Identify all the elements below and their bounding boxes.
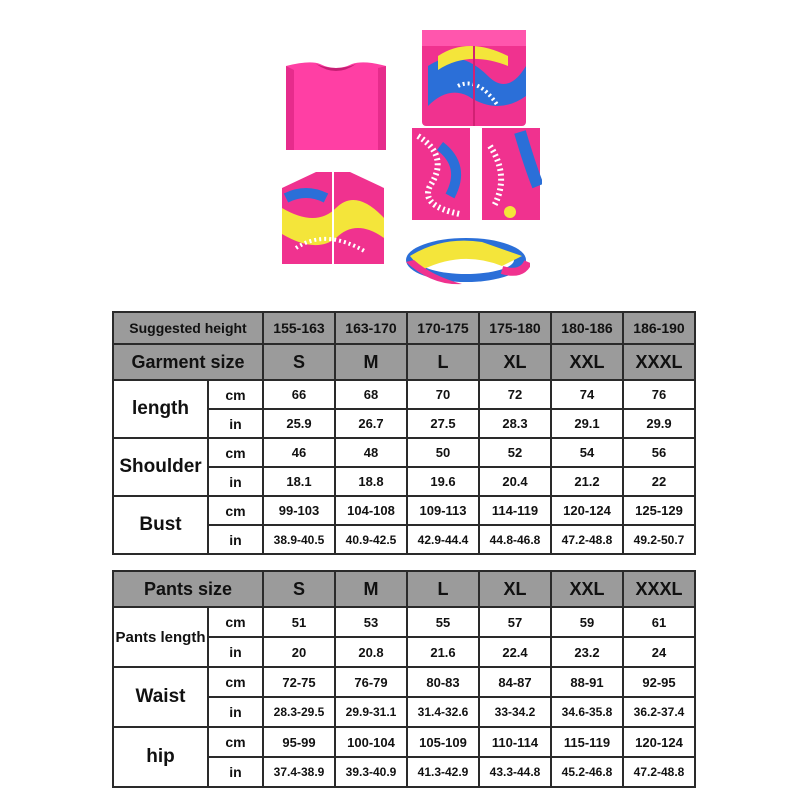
table-row bbox=[113, 380, 695, 409]
table-row bbox=[113, 667, 695, 697]
table-cell: 22.4 bbox=[479, 637, 551, 667]
table-cell: 55 bbox=[407, 607, 479, 637]
table-cell: 105-109 bbox=[407, 727, 479, 757]
table-cell: 52 bbox=[479, 438, 551, 467]
table-cell: 28.3-29.5 bbox=[263, 697, 335, 727]
table-row bbox=[113, 727, 695, 757]
table-cell: 68 bbox=[335, 380, 407, 409]
size-cell: S bbox=[263, 344, 335, 380]
size-cell: XL bbox=[479, 344, 551, 380]
pants-size-label: Pants size bbox=[113, 571, 263, 607]
table-cell: 47.2-48.8 bbox=[551, 525, 623, 554]
pants-size-table bbox=[112, 570, 696, 788]
size-cell: XXXL bbox=[623, 571, 695, 607]
table-cell: 36.2-37.4 bbox=[623, 697, 695, 727]
table-cell: 100-104 bbox=[335, 727, 407, 757]
garment-size-row bbox=[113, 344, 695, 380]
table-cell: 57 bbox=[479, 607, 551, 637]
product-photos bbox=[270, 18, 560, 298]
sleeve-left-image bbox=[410, 126, 472, 222]
shoulder-label: Shoulder bbox=[113, 438, 208, 496]
table-cell: 41.3-42.9 bbox=[407, 757, 479, 787]
unit-cm: cm bbox=[208, 380, 263, 409]
table-cell: 72-75 bbox=[263, 667, 335, 697]
table-cell: 47.2-48.8 bbox=[623, 757, 695, 787]
table-cell: 84-87 bbox=[479, 667, 551, 697]
table-cell: 42.9-44.4 bbox=[407, 525, 479, 554]
t-shirt-image bbox=[280, 60, 392, 154]
unit-cm: cm bbox=[208, 496, 263, 525]
table-cell: 95-99 bbox=[263, 727, 335, 757]
length-label: length bbox=[113, 380, 208, 438]
table-cell: 48 bbox=[335, 438, 407, 467]
table-cell: 20 bbox=[263, 637, 335, 667]
table-cell: 44.8-46.8 bbox=[479, 525, 551, 554]
bust-label: Bust bbox=[113, 496, 208, 554]
unit-cm: cm bbox=[208, 727, 263, 757]
size-cell: S bbox=[263, 571, 335, 607]
height-cell: 186-190 bbox=[623, 312, 695, 344]
table-cell: 88-91 bbox=[551, 667, 623, 697]
unit-cm: cm bbox=[208, 607, 263, 637]
unit-cm: cm bbox=[208, 438, 263, 467]
table-cell: 38.9-40.5 bbox=[263, 525, 335, 554]
table-cell: 25.9 bbox=[263, 409, 335, 438]
table-cell: 125-129 bbox=[623, 496, 695, 525]
table-cell: 29.1 bbox=[551, 409, 623, 438]
table-cell: 80-83 bbox=[407, 667, 479, 697]
table-cell: 40.9-42.5 bbox=[335, 525, 407, 554]
table-cell: 24 bbox=[623, 637, 695, 667]
unit-in: in bbox=[208, 637, 263, 667]
table-cell: 92-95 bbox=[623, 667, 695, 697]
table-row bbox=[113, 496, 695, 525]
height-cell: 170-175 bbox=[407, 312, 479, 344]
height-cell: 175-180 bbox=[479, 312, 551, 344]
size-cell: XXXL bbox=[623, 344, 695, 380]
table-cell: 33-34.2 bbox=[479, 697, 551, 727]
height-cell: 155-163 bbox=[263, 312, 335, 344]
suggested-height-label: Suggested height bbox=[113, 312, 263, 344]
table-cell: 56 bbox=[623, 438, 695, 467]
table-cell: 28.3 bbox=[479, 409, 551, 438]
table-cell: 72 bbox=[479, 380, 551, 409]
table-cell: 20.8 bbox=[335, 637, 407, 667]
pants-length-label: Pants length bbox=[113, 607, 208, 667]
table-cell: 76 bbox=[623, 380, 695, 409]
unit-in: in bbox=[208, 409, 263, 438]
table-cell: 51 bbox=[263, 607, 335, 637]
table-cell: 49.2-50.7 bbox=[623, 525, 695, 554]
table-cell: 37.4-38.9 bbox=[263, 757, 335, 787]
table-cell: 39.3-40.9 bbox=[335, 757, 407, 787]
table-cell: 66 bbox=[263, 380, 335, 409]
height-row bbox=[113, 312, 695, 344]
table-cell: 120-124 bbox=[623, 727, 695, 757]
unit-in: in bbox=[208, 525, 263, 554]
visor-image bbox=[402, 226, 530, 296]
hip-label: hip bbox=[113, 727, 208, 787]
table-cell: 26.7 bbox=[335, 409, 407, 438]
unit-in: in bbox=[208, 467, 263, 496]
table-cell: 59 bbox=[551, 607, 623, 637]
table-cell: 114-119 bbox=[479, 496, 551, 525]
table-cell: 21.2 bbox=[551, 467, 623, 496]
table-cell: 18.8 bbox=[335, 467, 407, 496]
pants-size-row bbox=[113, 571, 695, 607]
table-cell: 54 bbox=[551, 438, 623, 467]
table-cell: 109-113 bbox=[407, 496, 479, 525]
table-cell: 53 bbox=[335, 607, 407, 637]
size-cell: XXL bbox=[551, 344, 623, 380]
size-cell: M bbox=[335, 344, 407, 380]
height-cell: 163-170 bbox=[335, 312, 407, 344]
table-cell: 104-108 bbox=[335, 496, 407, 525]
table-row bbox=[113, 607, 695, 637]
table-cell: 99-103 bbox=[263, 496, 335, 525]
table-cell: 43.3-44.8 bbox=[479, 757, 551, 787]
waist-label: Waist bbox=[113, 667, 208, 727]
table-cell: 110-114 bbox=[479, 727, 551, 757]
table-cell: 20.4 bbox=[479, 467, 551, 496]
table-cell: 19.6 bbox=[407, 467, 479, 496]
size-cell: L bbox=[407, 571, 479, 607]
size-cell: M bbox=[335, 571, 407, 607]
table-cell: 29.9 bbox=[623, 409, 695, 438]
table-cell: 27.5 bbox=[407, 409, 479, 438]
unit-in: in bbox=[208, 757, 263, 787]
table-cell: 31.4-32.6 bbox=[407, 697, 479, 727]
garment-size-label: Garment size bbox=[113, 344, 263, 380]
table-cell: 46 bbox=[263, 438, 335, 467]
table-cell: 61 bbox=[623, 607, 695, 637]
table-cell: 29.9-31.1 bbox=[335, 697, 407, 727]
table-cell: 115-119 bbox=[551, 727, 623, 757]
table-cell: 74 bbox=[551, 380, 623, 409]
garment-size-table bbox=[112, 311, 696, 555]
sleeve-right-image bbox=[480, 126, 542, 222]
table-cell: 18.1 bbox=[263, 467, 335, 496]
table-cell: 23.2 bbox=[551, 637, 623, 667]
height-cell: 180-186 bbox=[551, 312, 623, 344]
table-cell: 45.2-46.8 bbox=[551, 757, 623, 787]
table-cell: 21.6 bbox=[407, 637, 479, 667]
table-cell: 76-79 bbox=[335, 667, 407, 697]
jacket-image bbox=[276, 168, 390, 268]
size-cell: XXL bbox=[551, 571, 623, 607]
table-cell: 120-124 bbox=[551, 496, 623, 525]
unit-in: in bbox=[208, 697, 263, 727]
table-cell: 70 bbox=[407, 380, 479, 409]
table-row bbox=[113, 438, 695, 467]
unit-cm: cm bbox=[208, 667, 263, 697]
size-cell: XL bbox=[479, 571, 551, 607]
pants-image bbox=[418, 26, 530, 130]
table-cell: 22 bbox=[623, 467, 695, 496]
table-cell: 50 bbox=[407, 438, 479, 467]
table-cell: 34.6-35.8 bbox=[551, 697, 623, 727]
size-cell: L bbox=[407, 344, 479, 380]
